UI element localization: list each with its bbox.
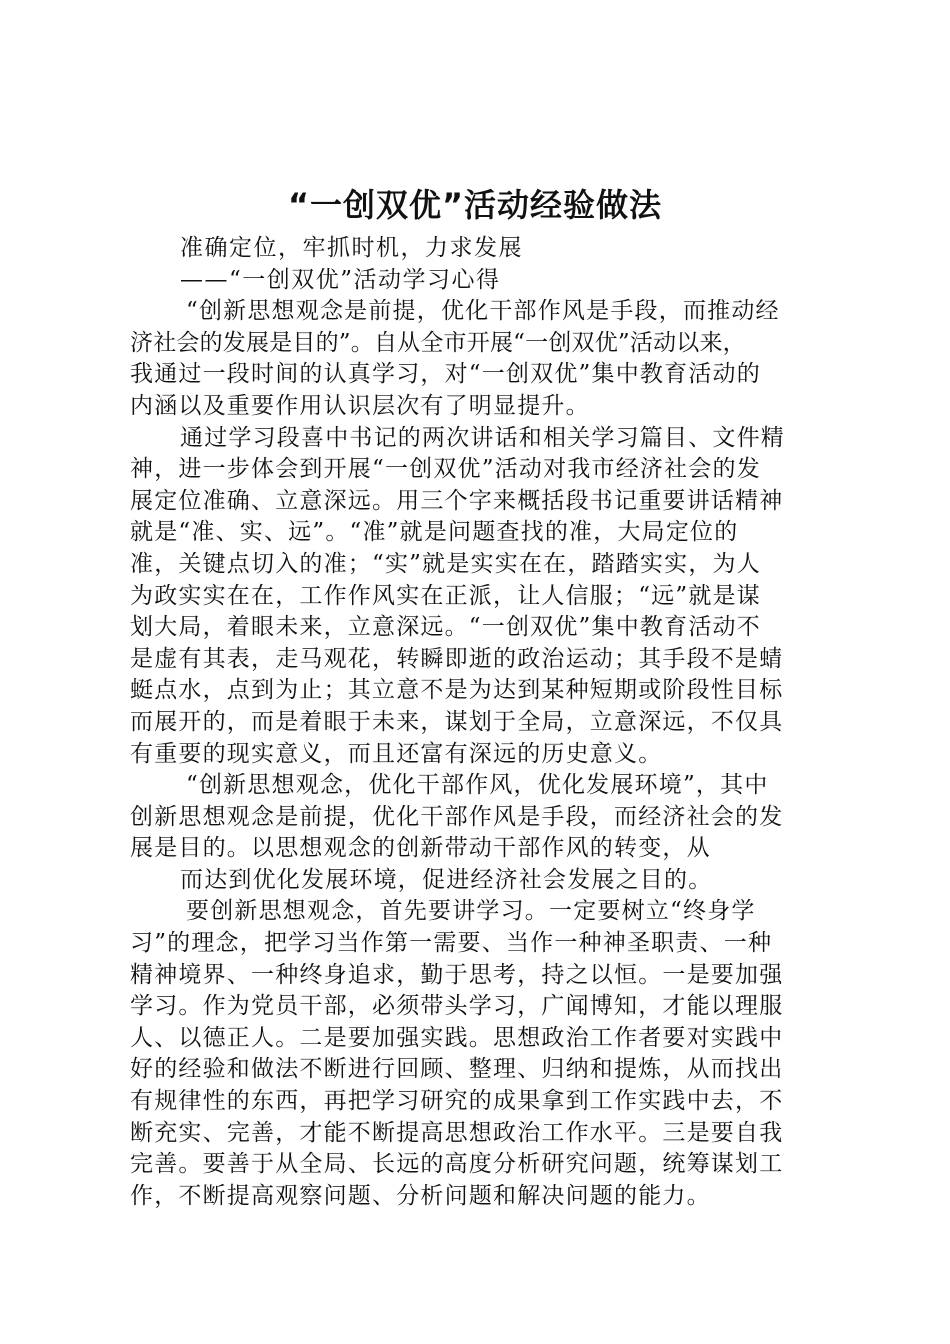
paragraph-line: 展是目的。以思想观念的创新带动干部作风的转变，从 xyxy=(130,835,711,862)
paragraph-line: 完善。要善于从全局、长远的高度分析研究问题，统筹谋划工 xyxy=(130,1151,784,1178)
document-body xyxy=(130,233,830,1212)
paragraph-line: 我通过一段时间的认真学习，对“一创双优”集中教育活动的 xyxy=(130,361,761,388)
paragraph-line: 有规律性的东西，再把学习研究的成果拿到工作实践中去，不 xyxy=(130,1088,784,1115)
paragraph-line: 作，不断提高观察问题、分析问题和解决问题的能力。 xyxy=(130,1182,711,1209)
paragraph-line: 而展开的，而是着眼于未来，谋划于全局，立意深远，不仅具 xyxy=(130,708,784,735)
subtitle-main: 准确定位，牢抓时机，力求发展 xyxy=(180,235,523,261)
paragraph-line: 神，进一步体会到开展“一创双优”活动对我市经济社会的发 xyxy=(130,456,761,483)
paragraph-line: 通过学习段喜中书记的两次讲话和相关学习篇目、文件精 xyxy=(180,424,785,451)
paragraph-line: 内涵以及重要作用认识层次有了明显提升。 xyxy=(130,392,590,419)
paragraph-line: 济社会的发展是目的”。自从全市开展“一创双优”活动以来， xyxy=(130,329,746,356)
paragraph-line: 要创新思想观念，首先要讲学习。一定要树立“终身学 xyxy=(186,898,756,925)
paragraph-line: 人、以德正人。二是要加强实践。思想政治工作者要对实践中 xyxy=(130,1024,784,1051)
paragraph-line: 学习。作为党员干部，必须带头学习，广闻博知，才能以理服 xyxy=(130,993,784,1020)
paragraph-line: 有重要的现实意义，而且还富有深远的历史意义。 xyxy=(130,740,663,767)
paragraph-line: 创新思想观念是前提，优化干部作风是手段，而经济社会的发 xyxy=(130,803,784,830)
paragraph-line: 划大局，着眼未来，立意深远。“一创双优”集中教育活动不 xyxy=(130,614,761,641)
paragraph-line: 为政实实在在，工作作风实在正派，让人信服；“远”就是谋 xyxy=(130,582,761,609)
paragraph-line: 是虚有其表，走马观花，转瞬即逝的政治运动；其手段不是蜻 xyxy=(130,645,784,672)
paragraph-line: 蜓点水，点到为止；其立意不是为达到某种短期或阶段性目标 xyxy=(130,677,784,704)
subtitle-sub: ——“一创双优”活动学习心得 xyxy=(180,266,501,293)
paragraph-line: “创新思想观念，优化干部作风，优化发展环境”，其中 xyxy=(186,772,769,799)
paragraph-line: 断充实、完善，才能不断提高思想政治工作水平。三是要自我 xyxy=(130,1119,784,1146)
paragraph-line: 展定位准确、立意深远。用三个字来概括段书记重要讲话精神 xyxy=(130,487,784,514)
paragraph-line: “创新思想观念是前提，优化干部作风是手段，而推动经 xyxy=(186,298,780,325)
paragraph-line: 好的经验和做法不断进行回顾、整理、归纳和提炼，从而找出 xyxy=(130,1056,784,1083)
paragraph-line: 就是“准、实、远”。“准”就是问题查找的准，大局定位的 xyxy=(130,519,739,546)
paragraph-line: 精神境界、一种终身追求，勤于思考，持之以恒。一是要加强 xyxy=(130,961,784,988)
paragraph-line: 习”的理念，把学习当作第一需要、当作一种神圣职责、一种 xyxy=(130,930,773,957)
document-title: “一创双优”活动经验做法 xyxy=(287,186,663,224)
paragraph-line: 而达到优化发展环境，促进经济社会发展之目的。 xyxy=(180,866,713,893)
paragraph-line: 准，关键点切入的准；“实”就是实实在在，踏踏实实，为人 xyxy=(130,550,761,577)
